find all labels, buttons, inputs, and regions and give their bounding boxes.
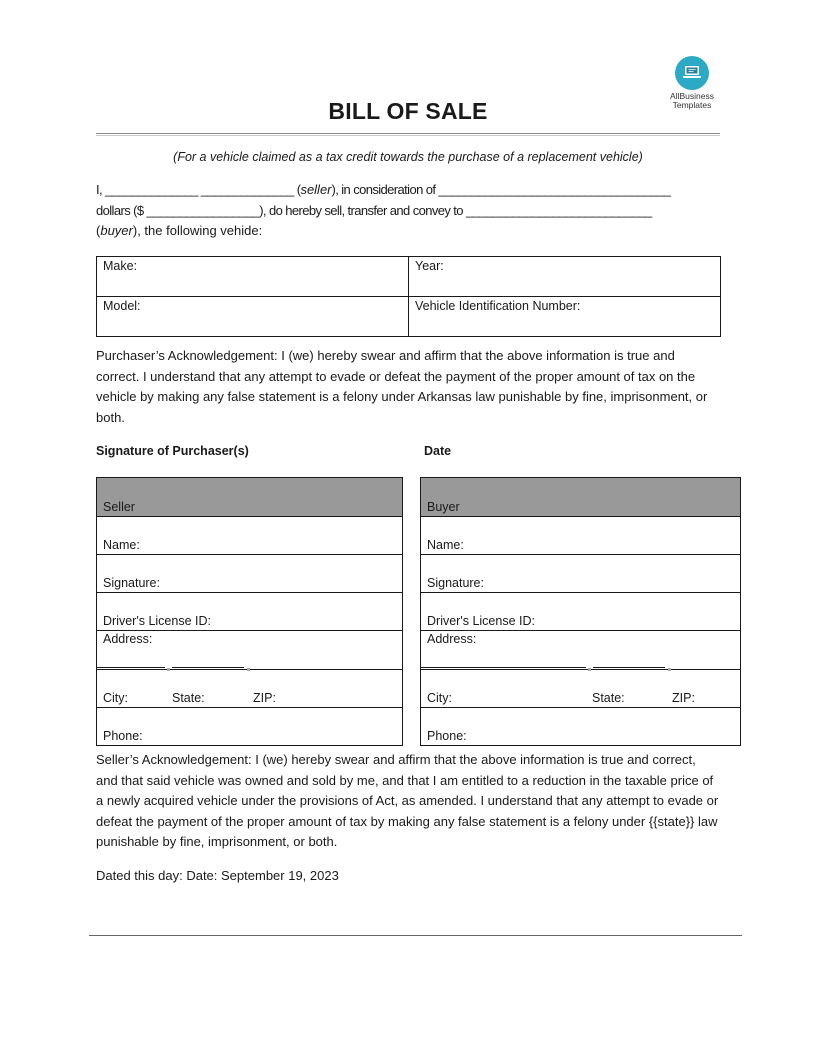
seller-state-label: State: xyxy=(172,691,205,705)
buyer-signature-field[interactable]: Signature: xyxy=(421,555,741,593)
buyer-state-label: State: xyxy=(592,691,625,705)
seller-table xyxy=(96,477,403,746)
buyer-phone-field[interactable]: Phone: xyxy=(421,708,741,746)
buyer-city-label: City: xyxy=(427,691,452,705)
year-field[interactable]: Year: xyxy=(409,257,721,297)
purchaser-acknowledgement: Purchaser’s Acknowledgement: I (we) hereby swear and affirm that the above information is true and correct. I understand that any attempt to evade or defeat the payment of the proper amount of tax on the vehicle by making any false statement is a felony under Arkansas law punishable by fine, imprisonment, or both. xyxy=(96,348,708,425)
intro-paragraph xyxy=(96,180,720,242)
vehicle-table xyxy=(96,256,721,337)
seller-license-field[interactable]: Driver's License ID: xyxy=(97,593,403,631)
seller-city-row[interactable] xyxy=(97,670,403,708)
laptop-icon xyxy=(675,56,709,90)
title-divider xyxy=(96,133,720,136)
logo-text-line2: Templates xyxy=(672,100,712,110)
logo-text-line1: AllBusiness xyxy=(670,91,714,101)
seller-address-label: Address: xyxy=(103,632,153,646)
footer-divider xyxy=(89,935,742,936)
document-subtitle: (For a vehicle claimed as a tax credit towards the purchase of a replacement vehicle) xyxy=(173,150,643,164)
intro-line-3: (buyer), the following vehide: xyxy=(96,223,263,238)
document-title: BILL OF SALE xyxy=(328,98,488,124)
buyer-header: Buyer xyxy=(421,478,741,517)
buyer-license-field[interactable]: Driver's License ID: xyxy=(421,593,741,631)
seller-signature-field[interactable]: Signature: xyxy=(97,555,403,593)
signature-of-purchaser-label: Signature of Purchaser(s) xyxy=(96,444,249,458)
make-field[interactable]: Make: xyxy=(97,257,409,297)
buyer-address-field[interactable] xyxy=(421,631,741,670)
intro-line-2: dollars ($ _________________), do hereby sell, transfer and convey to ____________________________ xyxy=(96,202,652,218)
intro-line-1: I, ______________ ______________ (seller), in consideration of ___________________________________ xyxy=(96,182,671,197)
seller-name-field[interactable]: Name: xyxy=(97,517,403,555)
seller-header: Seller xyxy=(97,478,403,517)
buyer-address-label: Address: xyxy=(427,632,477,646)
seller-phone-field[interactable]: Phone: xyxy=(97,708,403,746)
buyer-table xyxy=(420,477,741,746)
seller-zip-label: ZIP: xyxy=(253,691,276,705)
model-field[interactable]: Model: xyxy=(97,297,409,337)
buyer-city-row[interactable] xyxy=(421,670,741,708)
seller-address-field[interactable] xyxy=(97,631,403,670)
buyer-name-field[interactable]: Name: xyxy=(421,517,741,555)
date-label: Date xyxy=(424,444,452,458)
buyer-zip-label: ZIP: xyxy=(672,691,695,705)
vin-field[interactable]: Vehicle Identification Number: xyxy=(409,297,721,337)
dated-line: Dated this day: Date: September 19, 2023 xyxy=(96,868,339,883)
seller-city-label: City: xyxy=(103,691,128,705)
seller-acknowledgement: Seller’s Acknowledgement: I (we) hereby swear and affirm that the above information is true and correct, and that said vehicle was owned and sold by me, and that I am entitled to a reduction in the taxable price of a newly acquired vehicle under the provisions of Act, as amended. I understand that any attempt to evade or defeat the payment of the proper amount of tax by making any false statement is a felony under {{state}} law punishable by fine, imprisonment, or both. xyxy=(96,752,719,849)
